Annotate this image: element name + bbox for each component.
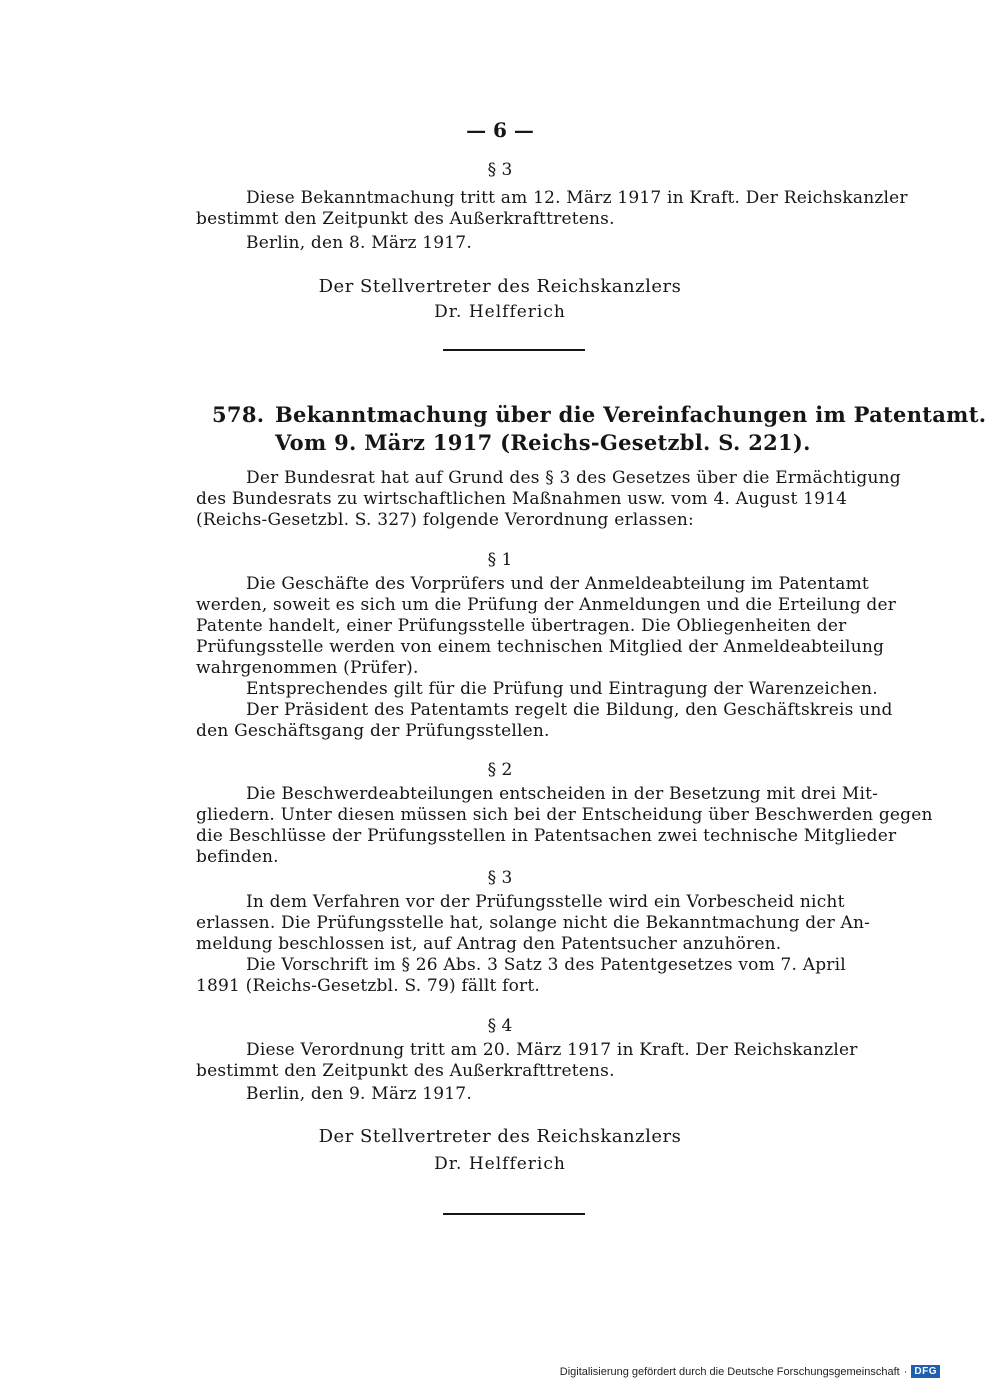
credit-text: Digitalisierung gefördert durch die Deutsche Forschungsgemeinschaft — [559, 1365, 900, 1378]
p1-line-4: Prüfungsstelle werden von einem technischen Mitglied der Anmeldeabteilung — [196, 637, 885, 657]
p1-line-2: werden, soweit es sich um die Prüfung der Anmeldungen und die Erteilung der — [196, 595, 897, 615]
section-divider-1 — [443, 349, 585, 351]
credit-separator: · — [903, 1365, 908, 1378]
section-divider-2 — [443, 1213, 585, 1215]
digitization-credit — [560, 1365, 940, 1378]
p3-line-2: erlassen. Die Prüfungsstelle hat, solange nicht die Bekanntmachung der An- — [196, 913, 871, 933]
preamble-line-1: Der Bundesrat hat auf Grund des § 3 des Gesetzes über die Ermächtigung — [246, 468, 901, 488]
p2-line-3: die Beschlüsse der Prüfungsstellen in Patentsachen zwei technische Mitglieder — [196, 826, 897, 846]
p2-line-4: befinden. — [196, 847, 279, 867]
p3-line-b2: 1891 (Reichs-Gesetzbl. S. 79) fällt fort. — [196, 976, 541, 996]
p1-line-b: Entsprechendes gilt für die Prüfung und Eintragung der Warenzeichen. — [246, 679, 878, 699]
decree-title-line-1: Bekanntmachung über die Vereinfachungen im Patentamt. — [275, 402, 987, 427]
decree-signatory-title: Der Stellvertreter des Reichskanzlers — [318, 1126, 682, 1147]
p3-line-b1: Die Vorschrift im § 26 Abs. 3 Satz 3 des Patentgesetzes vom 7. April — [246, 955, 846, 975]
prev-signatory-name: Dr. Helfferich — [434, 302, 566, 322]
p1-line-c1: Der Präsident des Patentamts regelt die Bildung, den Geschäftskreis und — [246, 700, 893, 720]
preamble-line-2: des Bundesrats zu wirtschaftlichen Maßnahmen usw. vom 4. August 1914 — [196, 489, 848, 509]
p1-line-c2: den Geschäftsgang der Prüfungsstellen. — [196, 721, 550, 741]
decree-signatory-name: Dr. Helfferich — [434, 1154, 566, 1174]
p3-line-1: In dem Verfahren vor der Prüfungsstelle wird ein Vorbescheid nicht — [246, 892, 845, 912]
paragraph-2-symbol: § 2 — [487, 760, 513, 780]
decree-number: 578. — [212, 402, 265, 427]
p1-line-5: wahrgenommen (Prüfer). — [196, 658, 419, 678]
preamble-line-3: (Reichs-Gesetzbl. S. 327) folgende Verordnung erlassen: — [196, 510, 694, 530]
paragraph-1-symbol: § 1 — [487, 550, 513, 570]
prev-signatory-title: Der Stellvertreter des Reichskanzlers — [318, 276, 682, 297]
p1-line-3: Patente handelt, einer Prüfungsstelle übertragen. Die Obliegenheiten der — [196, 616, 847, 636]
prev-text-line-2: bestimmt den Zeitpunkt des Außerkrafttretens. — [196, 209, 615, 229]
p2-line-1: Die Beschwerdeabteilungen entscheiden in der Besetzung mit drei Mit- — [246, 784, 879, 804]
decree-title-line-2: Vom 9. März 1917 (Reichs-Gesetzbl. S. 221). — [275, 430, 811, 455]
p4-line-1: Diese Verordnung tritt am 20. März 1917 in Kraft. Der Reichskanzler — [246, 1040, 858, 1060]
p4-line-2: bestimmt den Zeitpunkt des Außerkrafttretens. — [196, 1061, 615, 1081]
paragraph-4-symbol: § 4 — [487, 1016, 513, 1036]
prev-place-date: Berlin, den 8. März 1917. — [246, 233, 472, 253]
p3-line-3: meldung beschlossen ist, auf Antrag den Patentsucher anzuhören. — [196, 934, 782, 954]
decree-place-date: Berlin, den 9. März 1917. — [246, 1084, 472, 1104]
prev-paragraph-symbol: § 3 — [487, 160, 513, 180]
p2-line-2: gliedern. Unter diesen müssen sich bei der Entscheidung über Beschwerden gegen — [196, 805, 933, 825]
paragraph-3-symbol: § 3 — [487, 868, 513, 888]
prev-text-line-1: Diese Bekanntmachung tritt am 12. März 1917 in Kraft. Der Reichskanzler — [246, 188, 908, 208]
page-number: — 6 — — [466, 118, 534, 142]
dfg-logo-icon: DFG — [911, 1365, 940, 1378]
p1-line-1: Die Geschäfte des Vorprüfers und der Anmeldeabteilung im Patentamt — [246, 574, 869, 594]
